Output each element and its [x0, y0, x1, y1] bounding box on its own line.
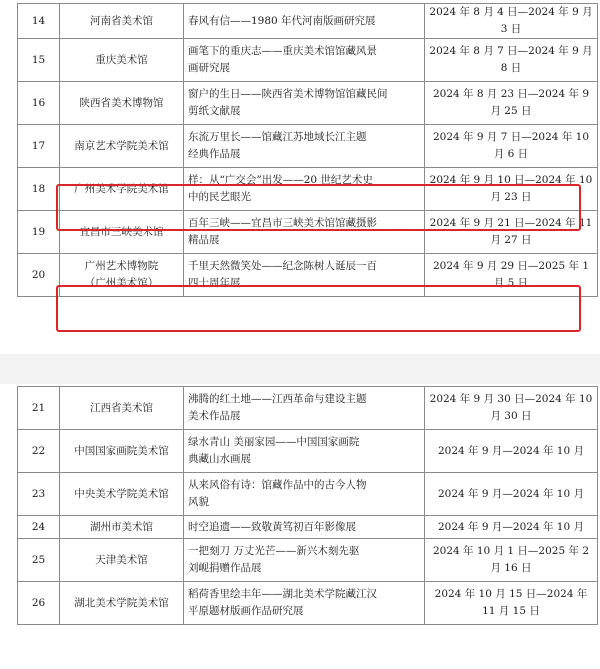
exhibition-title-cell [184, 430, 425, 473]
row-number: 16 [18, 82, 60, 125]
exhibition-title-cell [184, 211, 425, 254]
exhibition-title-cell [184, 39, 425, 82]
exhibition-table-bottom [17, 386, 598, 625]
date-range-cell: 2024 年 9 月 30 日—2024 年 10 月 30 日 [425, 387, 598, 430]
title-line: 精品展 [188, 234, 220, 246]
title-line: 刘岘捐赠作品展 [188, 562, 262, 574]
title-line: 百年三峡——宜昌市三峡美术馆馆藏摄影 [188, 217, 377, 229]
date-range-cell: 2024 年 8 月 4 日—2024 年 9 月 3 日 [425, 4, 598, 39]
exhibition-title-cell [184, 473, 425, 516]
row-number: 23 [18, 473, 60, 516]
date-range-cell: 2024 年 10 月 15 日—2024 年 11 月 15 日 [425, 582, 598, 625]
title-line: 画笔下的重庆志——重庆美术馆馆藏风景 [188, 45, 377, 57]
exhibition-title-cell [184, 539, 425, 582]
title-line: 窗户的生日——陕西省美术博物馆馆藏民间 [188, 88, 388, 100]
title-line: 稻荷香里绘丰年——湖北美术学院藏江汉 [188, 588, 377, 600]
venue-cell [60, 387, 184, 430]
row-number: 25 [18, 539, 60, 582]
venue-cell [60, 539, 184, 582]
venue-cell [60, 473, 184, 516]
date-range-cell: 2024 年 8 月 7 日—2024 年 9 月 8 日 [425, 39, 598, 82]
row-number: 26 [18, 582, 60, 625]
row-number: 18 [18, 168, 60, 211]
venue-cell [60, 211, 184, 254]
row-number: 15 [18, 39, 60, 82]
venue-cell [60, 516, 184, 539]
exhibition-title-cell [184, 168, 425, 211]
exhibition-title-cell [184, 4, 425, 39]
title-line: 平原题材版画作品研究展 [188, 605, 304, 617]
title-line: 经典作品展 [188, 148, 241, 160]
title-line: 画研究展 [188, 62, 230, 74]
date-range-cell: 2024 年 9 月 21 日—2024 年 11 月 27 日 [425, 211, 598, 254]
row-number: 21 [18, 387, 60, 430]
title-line: 样：从“广交会”出发——20 世纪艺术史 [188, 174, 373, 186]
title-line: 从来风俗有诗：馆藏作品中的古今人物 [188, 479, 367, 491]
venue-cell [60, 168, 184, 211]
venue-line: 天津美术馆 [95, 553, 148, 566]
venue-cell [60, 82, 184, 125]
title-line: 时空追遗——致敬黄笃初百年影像展 [188, 520, 356, 533]
table-row [18, 4, 598, 39]
venue-line: 江西省美术馆 [90, 401, 153, 414]
title-line: 千里天然微笑处——纪念陈树人诞辰一百 [188, 260, 377, 272]
venue-cell [60, 254, 184, 297]
table-row [18, 211, 598, 254]
table-row [18, 387, 598, 430]
date-range-cell: 2024 年 9 月—2024 年 10 月 [425, 430, 598, 473]
table-row [18, 473, 598, 516]
date-range-cell: 2024 年 9 月 29 日—2025 年 1 月 5 日 [425, 254, 598, 297]
venue-line: （广州美术馆） [84, 277, 159, 289]
exhibition-title-cell [184, 254, 425, 297]
venue-cell [60, 39, 184, 82]
venue-cell [60, 4, 184, 39]
table-row [18, 539, 598, 582]
venue-line: 河南省美术馆 [90, 14, 153, 27]
venue-cell [60, 430, 184, 473]
row-number: 24 [18, 516, 60, 539]
date-range-cell: 2024 年 8 月 23 日—2024 年 9 月 25 日 [425, 82, 598, 125]
venue-cell [60, 582, 184, 625]
title-line: 春风有信——1980 年代河南版画研究展 [188, 14, 376, 27]
exhibition-title-cell [184, 82, 425, 125]
exhibition-title-cell [184, 516, 425, 539]
exhibition-table-top [17, 3, 598, 297]
table-row [18, 168, 598, 211]
venue-line: 陕西省美术博物馆 [79, 96, 164, 109]
venue-line: 中央美术学院美术馆 [74, 487, 169, 500]
table-row [18, 516, 598, 539]
title-line: 中的民艺眼光 [188, 191, 251, 203]
date-range-cell: 2024 年 9 月 10 日—2024 年 10 月 23 日 [425, 168, 598, 211]
document-page-bottom [0, 384, 600, 669]
title-line: 剪纸文献展 [188, 105, 241, 117]
table-row [18, 82, 598, 125]
venue-line: 湖州市美术馆 [90, 520, 153, 533]
table-row [18, 582, 598, 625]
date-range-cell: 2024 年 10 月 1 日—2025 年 2 月 16 日 [425, 539, 598, 582]
row-number: 17 [18, 125, 60, 168]
title-line: 沸腾的红土地——江西革命与建设主题 [188, 393, 367, 405]
table-row [18, 39, 598, 82]
table-row [18, 254, 598, 297]
venue-line: 广州美术学院美术馆 [74, 182, 169, 195]
title-line: 风貌 [188, 496, 209, 508]
title-line: 一把刻刀 万丈光芒——新兴木刻先驱 [188, 545, 360, 557]
venue-line: 宜昌市三峡美术馆 [79, 225, 164, 238]
date-range-cell: 2024 年 9 月—2024 年 10 月 [425, 473, 598, 516]
date-range-cell: 2024 年 9 月 7 日—2024 年 10 月 6 日 [425, 125, 598, 168]
venue-line: 广州艺术博物院 [84, 260, 159, 272]
venue-line: 重庆美术馆 [95, 53, 148, 66]
row-number: 22 [18, 430, 60, 473]
exhibition-title-cell [184, 387, 425, 430]
exhibition-title-cell [184, 125, 425, 168]
row-number: 19 [18, 211, 60, 254]
table-row [18, 430, 598, 473]
title-line: 东流万里长——馆藏江苏地域长江主题 [188, 131, 367, 143]
title-line: 四十周年展 [188, 277, 241, 289]
title-line: 典藏山水画展 [188, 453, 251, 465]
date-range-cell: 2024 年 9 月—2024 年 10 月 [425, 516, 598, 539]
venue-line: 湖北美术学院美术馆 [74, 596, 169, 609]
exhibition-title-cell [184, 582, 425, 625]
table-row [18, 125, 598, 168]
venue-cell [60, 125, 184, 168]
venue-line: 中国国家画院美术馆 [74, 444, 169, 457]
title-line: 美术作品展 [188, 410, 241, 422]
title-line: 绿水青山 美丽家园——中国国家画院 [188, 436, 360, 448]
row-number: 20 [18, 254, 60, 297]
row-number: 14 [18, 4, 60, 39]
page-separator [0, 354, 600, 384]
venue-line: 南京艺术学院美术馆 [74, 139, 169, 152]
